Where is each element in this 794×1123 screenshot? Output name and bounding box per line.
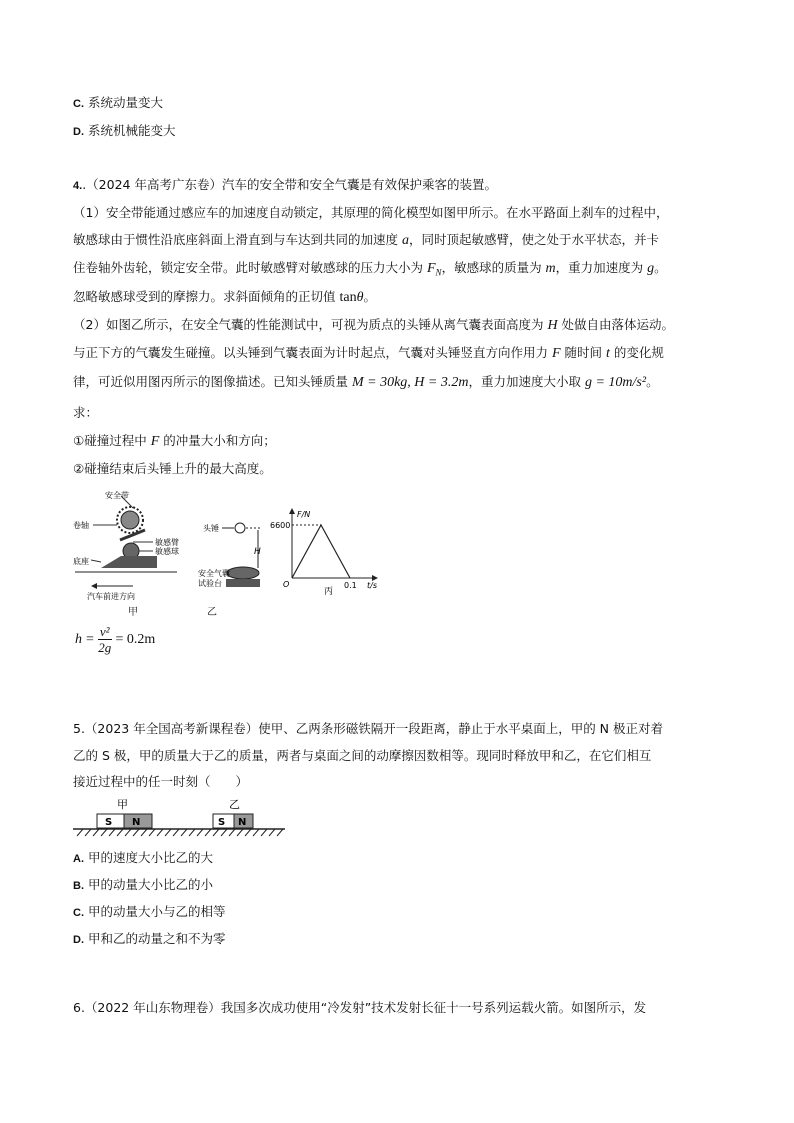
option-d [73, 121, 176, 142]
x-tick: 0.1 [344, 581, 357, 590]
option-letter: C. [73, 98, 84, 110]
figure-caption: 丙 [324, 587, 334, 597]
var-theta: θ [356, 290, 364, 305]
figure-yi [198, 520, 270, 592]
text: 敏感球由于惯性沿底座斜面上滑直到与车达到共同的加速度 [73, 232, 402, 247]
q5-header: 5.（2023 年全国高考新课程卷）使甲、乙两条形磁铁隔开一段距离，静止于水平桌面上，甲的 N 极正对着 [73, 721, 664, 736]
q4-p2-line3 [73, 372, 659, 393]
q6-header: 6.（2022 年山东物理卷）我国多次成功使用“冷发射”技术发射长征十一号系列运载火箭。如图所示，发 [73, 1000, 647, 1015]
pole-n: N [238, 817, 247, 828]
y-tick: 6600 [270, 521, 291, 530]
var-f: F [551, 346, 561, 361]
label-jia: 甲 [117, 798, 128, 811]
option-text: 甲的动量大小与乙的相等 [87, 904, 226, 919]
q5-line2: 乙的 S 极，甲的质量大于乙的质量，两者与桌面之间的动摩擦因数相等。现同时释放甲和乙，在它们相互 [73, 748, 652, 763]
label-test-bench: 试验台 [198, 579, 222, 588]
question-header: .（2024 年高考广东卷）汽车的安全带和安全气囊是有效保护乘客的装置。 [82, 177, 497, 192]
q5-option-c [73, 902, 226, 923]
q4-sub1 [73, 431, 276, 452]
option-letter: A. [73, 853, 84, 865]
figure-bing [270, 508, 390, 598]
var-f: F [426, 261, 436, 276]
test-bench [226, 579, 260, 587]
text: 住卷轴外齿轮，锁定安全带。此时敏感臂对敏感球的压力大小为 [73, 260, 427, 275]
figure-magnets [73, 794, 288, 840]
option-text: 甲的速度大小比乙的大 [87, 850, 213, 865]
label-h: H [254, 547, 261, 557]
figure-jia [73, 488, 183, 606]
arrowhead [91, 583, 97, 589]
var-h: h [75, 632, 82, 647]
label-base: 底座 [73, 557, 89, 566]
option-text: 甲的动量大小比乙的小 [87, 877, 213, 892]
text: ，敏感球的质量为 [441, 260, 546, 275]
subscript-n: N [435, 267, 442, 278]
text: 律，可近似用图丙所示的图像描述。已知头锤质量 [73, 374, 352, 389]
y-arrow [289, 508, 295, 514]
text: ①碰撞过程中 [73, 433, 151, 448]
q4-p2-line2 [73, 343, 664, 364]
q4-header [73, 175, 497, 196]
label-direction: 汽车前进方向 [87, 592, 135, 601]
denominator: 2g [98, 640, 112, 655]
figure-caption: 甲 [128, 607, 138, 618]
pole-s: S [218, 817, 226, 828]
text: 处做自由落体运动。 [557, 317, 675, 332]
q4-sub2: ②碰撞结束后头锤上升的最大高度。 [73, 461, 272, 476]
pole-s: S [105, 817, 113, 828]
text: 的冲量大小和方向； [159, 433, 276, 448]
q4-p1-line2 [73, 230, 659, 251]
text: 随时间 [560, 345, 606, 360]
question-number: 4. [73, 180, 83, 192]
var-m: m [545, 261, 556, 276]
text: 忽略敏感球受到的摩擦力。求斜面倾角的正切值 [73, 289, 340, 304]
text: ，同时顶起敏感臂，使之处于水平状态，并卡 [408, 232, 659, 247]
given-values: M = 30kg, H = 3.2m [351, 375, 469, 390]
label-airbag: 安全气囊 [198, 569, 230, 578]
result: = 0.2m [115, 632, 156, 647]
head-hammer [235, 523, 245, 533]
option-letter: D. [73, 934, 84, 946]
text: ，重力加速度大小取 [468, 374, 585, 389]
option-c [73, 93, 163, 114]
numerator: v² [99, 624, 110, 639]
gravity-value: g = 10m/s² [584, 375, 647, 390]
table-hatching [77, 829, 283, 836]
airbag [227, 567, 259, 579]
option-letter: C. [73, 907, 84, 919]
origin: O [283, 580, 290, 589]
q4-p2-line4: 求： [73, 405, 99, 420]
label-sensor-arm: 敏感臂 [155, 538, 179, 547]
label-spool: 卷轴 [73, 521, 89, 530]
equals: = [85, 632, 94, 647]
q5-option-d [73, 929, 226, 950]
text: ，重力加速度为 [555, 260, 648, 275]
text: 。 [654, 260, 667, 275]
base [101, 556, 157, 568]
text: 。 [646, 374, 659, 389]
spool [121, 511, 139, 529]
x-label: t/s [367, 581, 377, 590]
answer-formula [75, 622, 155, 657]
var-t: t [606, 346, 610, 361]
figure-caption: 乙 [207, 607, 217, 618]
q4-p1-line4 [73, 287, 376, 308]
text: （2）如图乙所示，在安全气囊的性能测试中，可视为质点的头锤从离气囊表面高度为 [73, 317, 548, 332]
option-letter: D. [73, 126, 84, 138]
pole-n: N [132, 817, 141, 828]
sensor-arm [120, 530, 145, 540]
var-f: F [150, 434, 160, 449]
text: 与正下方的气囊发生碰撞。以头锤到气囊表面为计时起点，气囊对头锤竖直方向作用力 [73, 345, 552, 360]
var-a: a [401, 233, 409, 248]
label-head-hammer: 头锤 [203, 524, 219, 533]
tan: tan [339, 290, 357, 305]
option-letter: B. [73, 880, 84, 892]
text: 。 [363, 289, 376, 304]
option-text: 系统机械能变大 [87, 123, 176, 138]
text: 的变化规 [609, 345, 664, 360]
q5-line3: 接近过程中的任一时刻（ ） [73, 774, 249, 789]
q4-p1-line3 [73, 258, 667, 283]
label-seatbelt: 安全带 [105, 491, 129, 500]
fraction [98, 624, 112, 655]
q5-option-a [73, 848, 213, 869]
y-label: F/N [297, 510, 311, 519]
leader-line [91, 560, 101, 562]
option-text: 系统动量变大 [87, 95, 163, 110]
label-yi: 乙 [229, 798, 240, 811]
var-h: H [547, 318, 558, 333]
label-sensor-ball: 敏感球 [155, 547, 179, 556]
q4-p1-line1: （1）安全带能通过感应车的加速度自动锁定，其原理的简化模型如图甲所示。在水平路面上刹车的过程中， [73, 205, 669, 220]
q5-option-b [73, 875, 213, 896]
force-curve [292, 525, 350, 578]
q4-p2-line1 [73, 315, 674, 336]
var-g: g [647, 261, 655, 276]
option-text: 甲和乙的动量之和不为零 [87, 931, 226, 946]
